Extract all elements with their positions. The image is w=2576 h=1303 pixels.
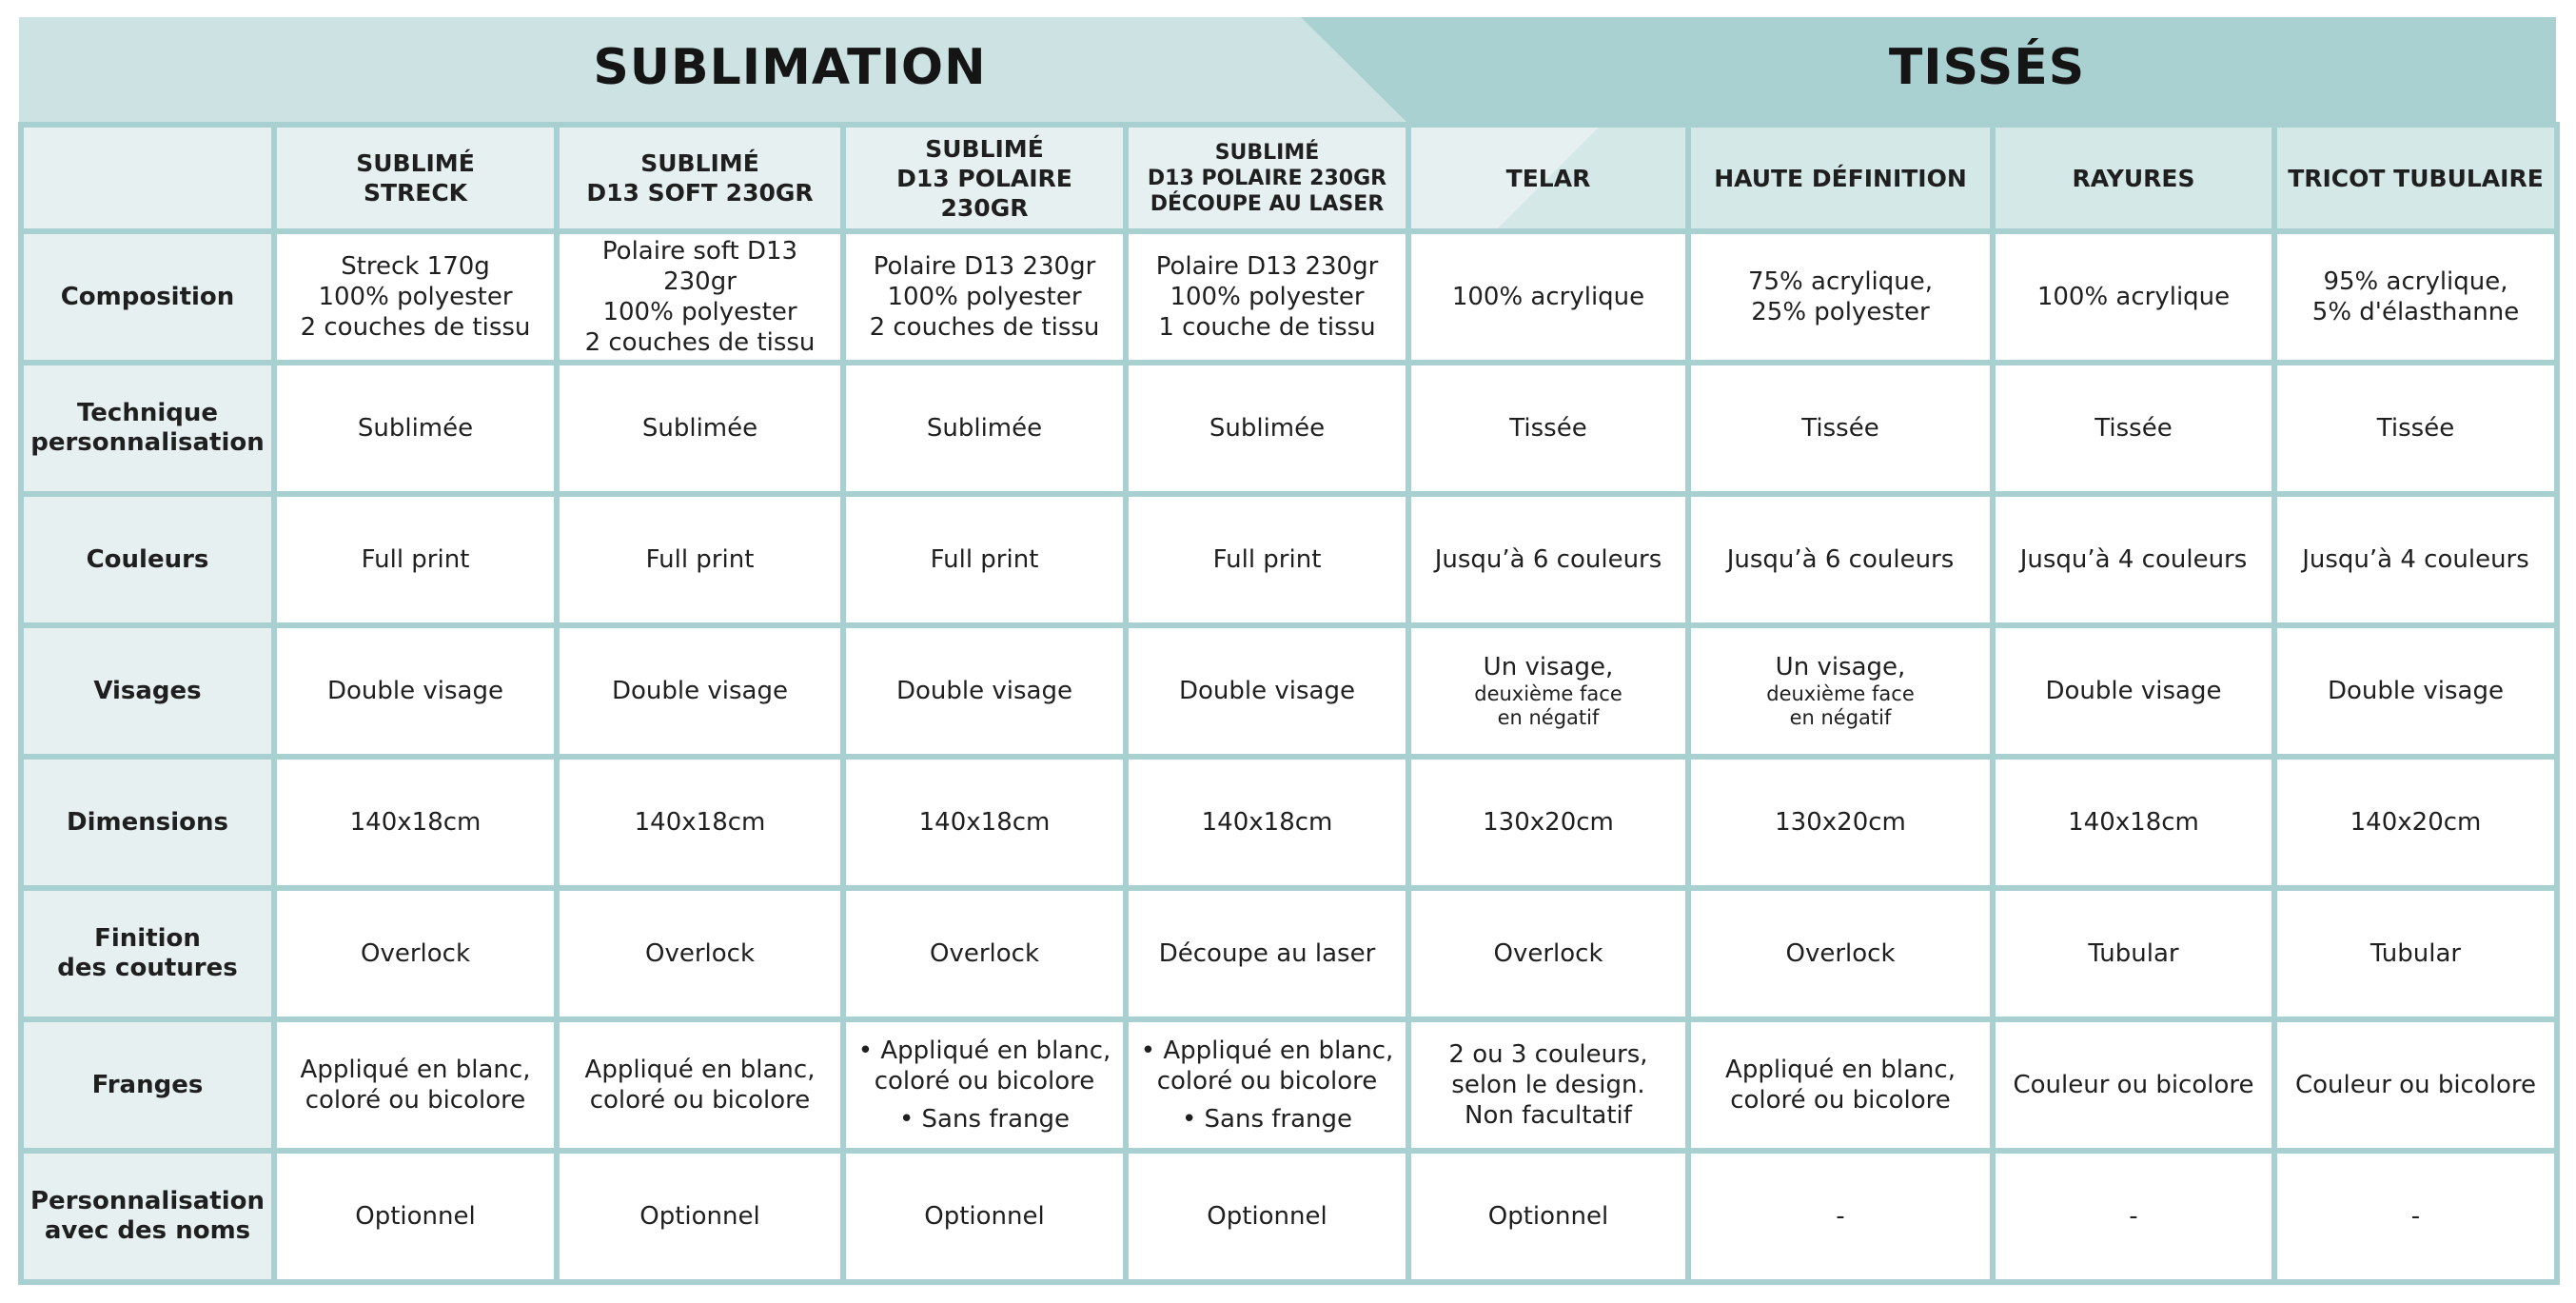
table-cell [1126, 1019, 1408, 1151]
table-cell [843, 1019, 1126, 1151]
column-header-sublime-streck [274, 125, 557, 231]
cell-line: • Appliqué en blanc, [857, 1036, 1111, 1065]
column-header-line: D13 SOFT 230GR [586, 179, 814, 207]
table-cell: Jusqu’à 6 couleurs [1408, 494, 1688, 625]
cell-line: 25% polyester [1751, 298, 1930, 326]
row-header-label: Finition [94, 924, 201, 953]
cell-line: Non facultatif [1465, 1101, 1632, 1130]
table-cell: Optionnel [1126, 1151, 1408, 1282]
column-header-line: SUBLIMÉ [356, 149, 475, 177]
table-cell: 140x18cm [843, 757, 1126, 888]
row-header-label: Composition [60, 282, 235, 311]
table-cell: Overlock [843, 888, 1126, 1019]
cell-line: 2 couches de tissu [869, 313, 1100, 342]
table-cell [274, 231, 557, 363]
column-header-tricot-tubulaire [2274, 125, 2557, 231]
column-header-telar [1408, 125, 1688, 231]
column-header-haute-definition [1688, 125, 1993, 231]
header-band [19, 17, 2556, 124]
cell-line: en négatif [1789, 706, 1892, 729]
table-cell [274, 1019, 557, 1151]
sublimation-title: SUBLIMATION [593, 39, 987, 96]
table-cell: Double visage [843, 625, 1126, 757]
cell-line: • Sans frange [898, 1105, 1071, 1134]
row-header-finition [21, 888, 274, 1019]
cell-line: 100% polyester [318, 283, 513, 311]
column-header-line: D13 POLAIRE 230GR [896, 164, 1072, 222]
table-cell: Sublimée [274, 363, 557, 494]
cell-line: 1 couche de tissu [1158, 313, 1376, 342]
column-header-line: SUBLIMÉ [1214, 140, 1320, 165]
table-cell: 140x18cm [557, 757, 843, 888]
spacer [1132, 1096, 1402, 1104]
table-cell: 140x18cm [274, 757, 557, 888]
table-cell: Double visage [557, 625, 843, 757]
cell-line: 100% polyester [602, 298, 797, 326]
table-cell: Double visage [1993, 625, 2274, 757]
cell-line: 2 ou 3 couleurs, [1448, 1040, 1648, 1069]
row-header-franges [21, 1019, 274, 1151]
cell-line: 100% acrylique [1451, 283, 1645, 311]
cell-line: 100% acrylique [2036, 283, 2231, 311]
row-header-technique [21, 363, 274, 494]
table-cell [557, 1019, 843, 1151]
row-header-label: Couleurs [86, 544, 209, 574]
table-cell: Jusqu’à 4 couleurs [2274, 494, 2557, 625]
cell-line: en négatif [1497, 706, 1600, 729]
row-header-label: des coutures [57, 954, 238, 982]
table-cell [1408, 1019, 1688, 1151]
table-cell [2274, 231, 2557, 363]
table-row-finition [21, 888, 2557, 1019]
row-header-personnalisation [21, 1151, 274, 1282]
column-header-row [21, 125, 2557, 231]
table-cell: Tissée [1993, 363, 2274, 494]
table-row-composition [21, 231, 2557, 363]
table-row-visages [21, 625, 2557, 757]
table-cell: Full print [557, 494, 843, 625]
row-header-label: Technique [76, 399, 218, 427]
cell-line: coloré ou bicolore [874, 1067, 1095, 1096]
tisses-title: TISSÉS [1888, 39, 2086, 96]
table-cell [1408, 231, 1688, 363]
table-cell: Overlock [1408, 888, 1688, 1019]
table-row-franges [21, 1019, 2557, 1151]
row-header-label: Dimensions [67, 807, 228, 837]
cell-line: selon le design. [1451, 1071, 1645, 1099]
table-cell: Full print [843, 494, 1126, 625]
table-cell: - [1993, 1151, 2274, 1282]
cell-line: • Sans frange [1181, 1105, 1353, 1134]
table-cell: Sublimée [843, 363, 1126, 494]
column-header-line: HAUTE DÉFINITION [1714, 164, 1967, 192]
comparison-table [18, 122, 2560, 1285]
cell-line: 100% polyester [1170, 283, 1365, 311]
row-header-label: Franges [91, 1070, 204, 1099]
table-cell: Jusqu’à 4 couleurs [1993, 494, 2274, 625]
table-cell: Couleur ou bicolore [1993, 1019, 2274, 1151]
cell-line: Un visage, [1483, 653, 1614, 681]
cell-line: Un visage, [1775, 653, 1906, 681]
cell-line: coloré ou bicolore [589, 1086, 811, 1115]
cell-line: Polaire D13 230gr [873, 252, 1096, 281]
cell-line: 100% polyester [887, 283, 1082, 311]
row-header-couleurs [21, 494, 274, 625]
cell-line: 5% d'élasthanne [2311, 298, 2520, 326]
cell-line: Appliqué en blanc, [1725, 1056, 1956, 1084]
row-header-visages [21, 625, 274, 757]
table-cell: Tubular [2274, 888, 2557, 1019]
table-cell: Overlock [557, 888, 843, 1019]
table-cell: Tissée [1408, 363, 1688, 494]
table-row-couleurs [21, 494, 2557, 625]
cell-line: Appliqué en blanc, [584, 1056, 816, 1084]
column-header-sublime-d13-soft [557, 125, 843, 231]
table-cell: Tissée [2274, 363, 2557, 494]
cell-line: 2 couches de tissu [300, 313, 531, 342]
cell-line: Polaire D13 230gr [1155, 252, 1379, 281]
cell-line: coloré ou bicolore [1156, 1067, 1378, 1096]
table-cell: 130x20cm [1688, 757, 1993, 888]
column-header-line: D13 POLAIRE 230GR [1147, 166, 1387, 190]
table-cell [1688, 625, 1993, 757]
column-header-sublime-d13-polaire [843, 125, 1126, 231]
table-cell: 140x20cm [2274, 757, 2557, 888]
table-row-technique [21, 363, 2557, 494]
table-cell: Tubular [1993, 888, 2274, 1019]
table-cell [1688, 1019, 1993, 1151]
column-header-line: TRICOT TUBULAIRE [2288, 164, 2544, 192]
table-cell [843, 231, 1126, 363]
table-cell: Overlock [1688, 888, 1993, 1019]
table-cell: Sublimée [1126, 363, 1408, 494]
column-header-line: SUBLIMÉ [640, 149, 759, 177]
table-cell: Full print [1126, 494, 1408, 625]
table-row-dimensions [21, 757, 2557, 888]
column-header-line: DÉCOUPE AU LASER [1150, 191, 1385, 216]
row-header-label: personnalisation [30, 428, 265, 457]
table-cell: 130x20cm [1408, 757, 1688, 888]
table-row-personnalisation [21, 1151, 2557, 1282]
column-header-line: TELAR [1505, 164, 1591, 192]
column-header-sublime-d13-polaire-laser [1126, 125, 1408, 231]
cell-line: deuxième face [1474, 682, 1622, 705]
cell-line: deuxième face [1766, 682, 1915, 705]
table-cell: Optionnel [1408, 1151, 1688, 1282]
row-header-label: Visages [93, 676, 202, 705]
cell-line: 95% acrylique, [2323, 267, 2508, 296]
column-header-line: STRECK [363, 179, 468, 207]
table-cell: Optionnel [274, 1151, 557, 1282]
corner-cell [21, 125, 274, 231]
cell-line: • Appliqué en blanc, [1140, 1036, 1394, 1065]
table-cell: Optionnel [557, 1151, 843, 1282]
spacer [850, 1096, 1119, 1104]
table-cell: Tissée [1688, 363, 1993, 494]
table-cell: Découpe au laser [1126, 888, 1408, 1019]
table-cell: Optionnel [843, 1151, 1126, 1282]
cell-line: Streck 170g [341, 252, 490, 281]
table-cell: Couleur ou bicolore [2274, 1019, 2557, 1151]
table-cell: Double visage [274, 625, 557, 757]
table-cell: Double visage [1126, 625, 1408, 757]
cell-line: Appliqué en blanc, [300, 1056, 531, 1084]
column-header-line: SUBLIMÉ [925, 134, 1044, 163]
cell-line: 2 couches de tissu [584, 328, 816, 357]
table-cell [1688, 231, 1993, 363]
cell-line: 75% acrylique, [1747, 267, 1934, 296]
table-cell: - [2274, 1151, 2557, 1282]
table-cell: Sublimée [557, 363, 843, 494]
table-cell: Double visage [2274, 625, 2557, 757]
table-cell: Full print [274, 494, 557, 625]
table-cell: 140x18cm [1126, 757, 1408, 888]
column-header-rayures [1993, 125, 2274, 231]
table-cell [1993, 231, 2274, 363]
table-cell: Jusqu’à 6 couleurs [1688, 494, 1993, 625]
column-header-line: RAYURES [2072, 164, 2195, 192]
row-header-label: avec des noms [44, 1216, 251, 1245]
table-cell: - [1688, 1151, 1993, 1282]
table-cell [1126, 231, 1408, 363]
table-cell: Overlock [274, 888, 557, 1019]
cell-line: Polaire soft D13 230gr [601, 237, 798, 296]
cell-line: coloré ou bicolore [305, 1086, 526, 1115]
row-header-label: Personnalisation [30, 1187, 265, 1215]
row-header-dimensions [21, 757, 274, 888]
table-cell [557, 231, 843, 363]
table-cell: 140x18cm [1993, 757, 2274, 888]
cell-line: coloré ou bicolore [1730, 1086, 1951, 1115]
table-cell [1408, 625, 1688, 757]
row-header-composition [21, 231, 274, 363]
